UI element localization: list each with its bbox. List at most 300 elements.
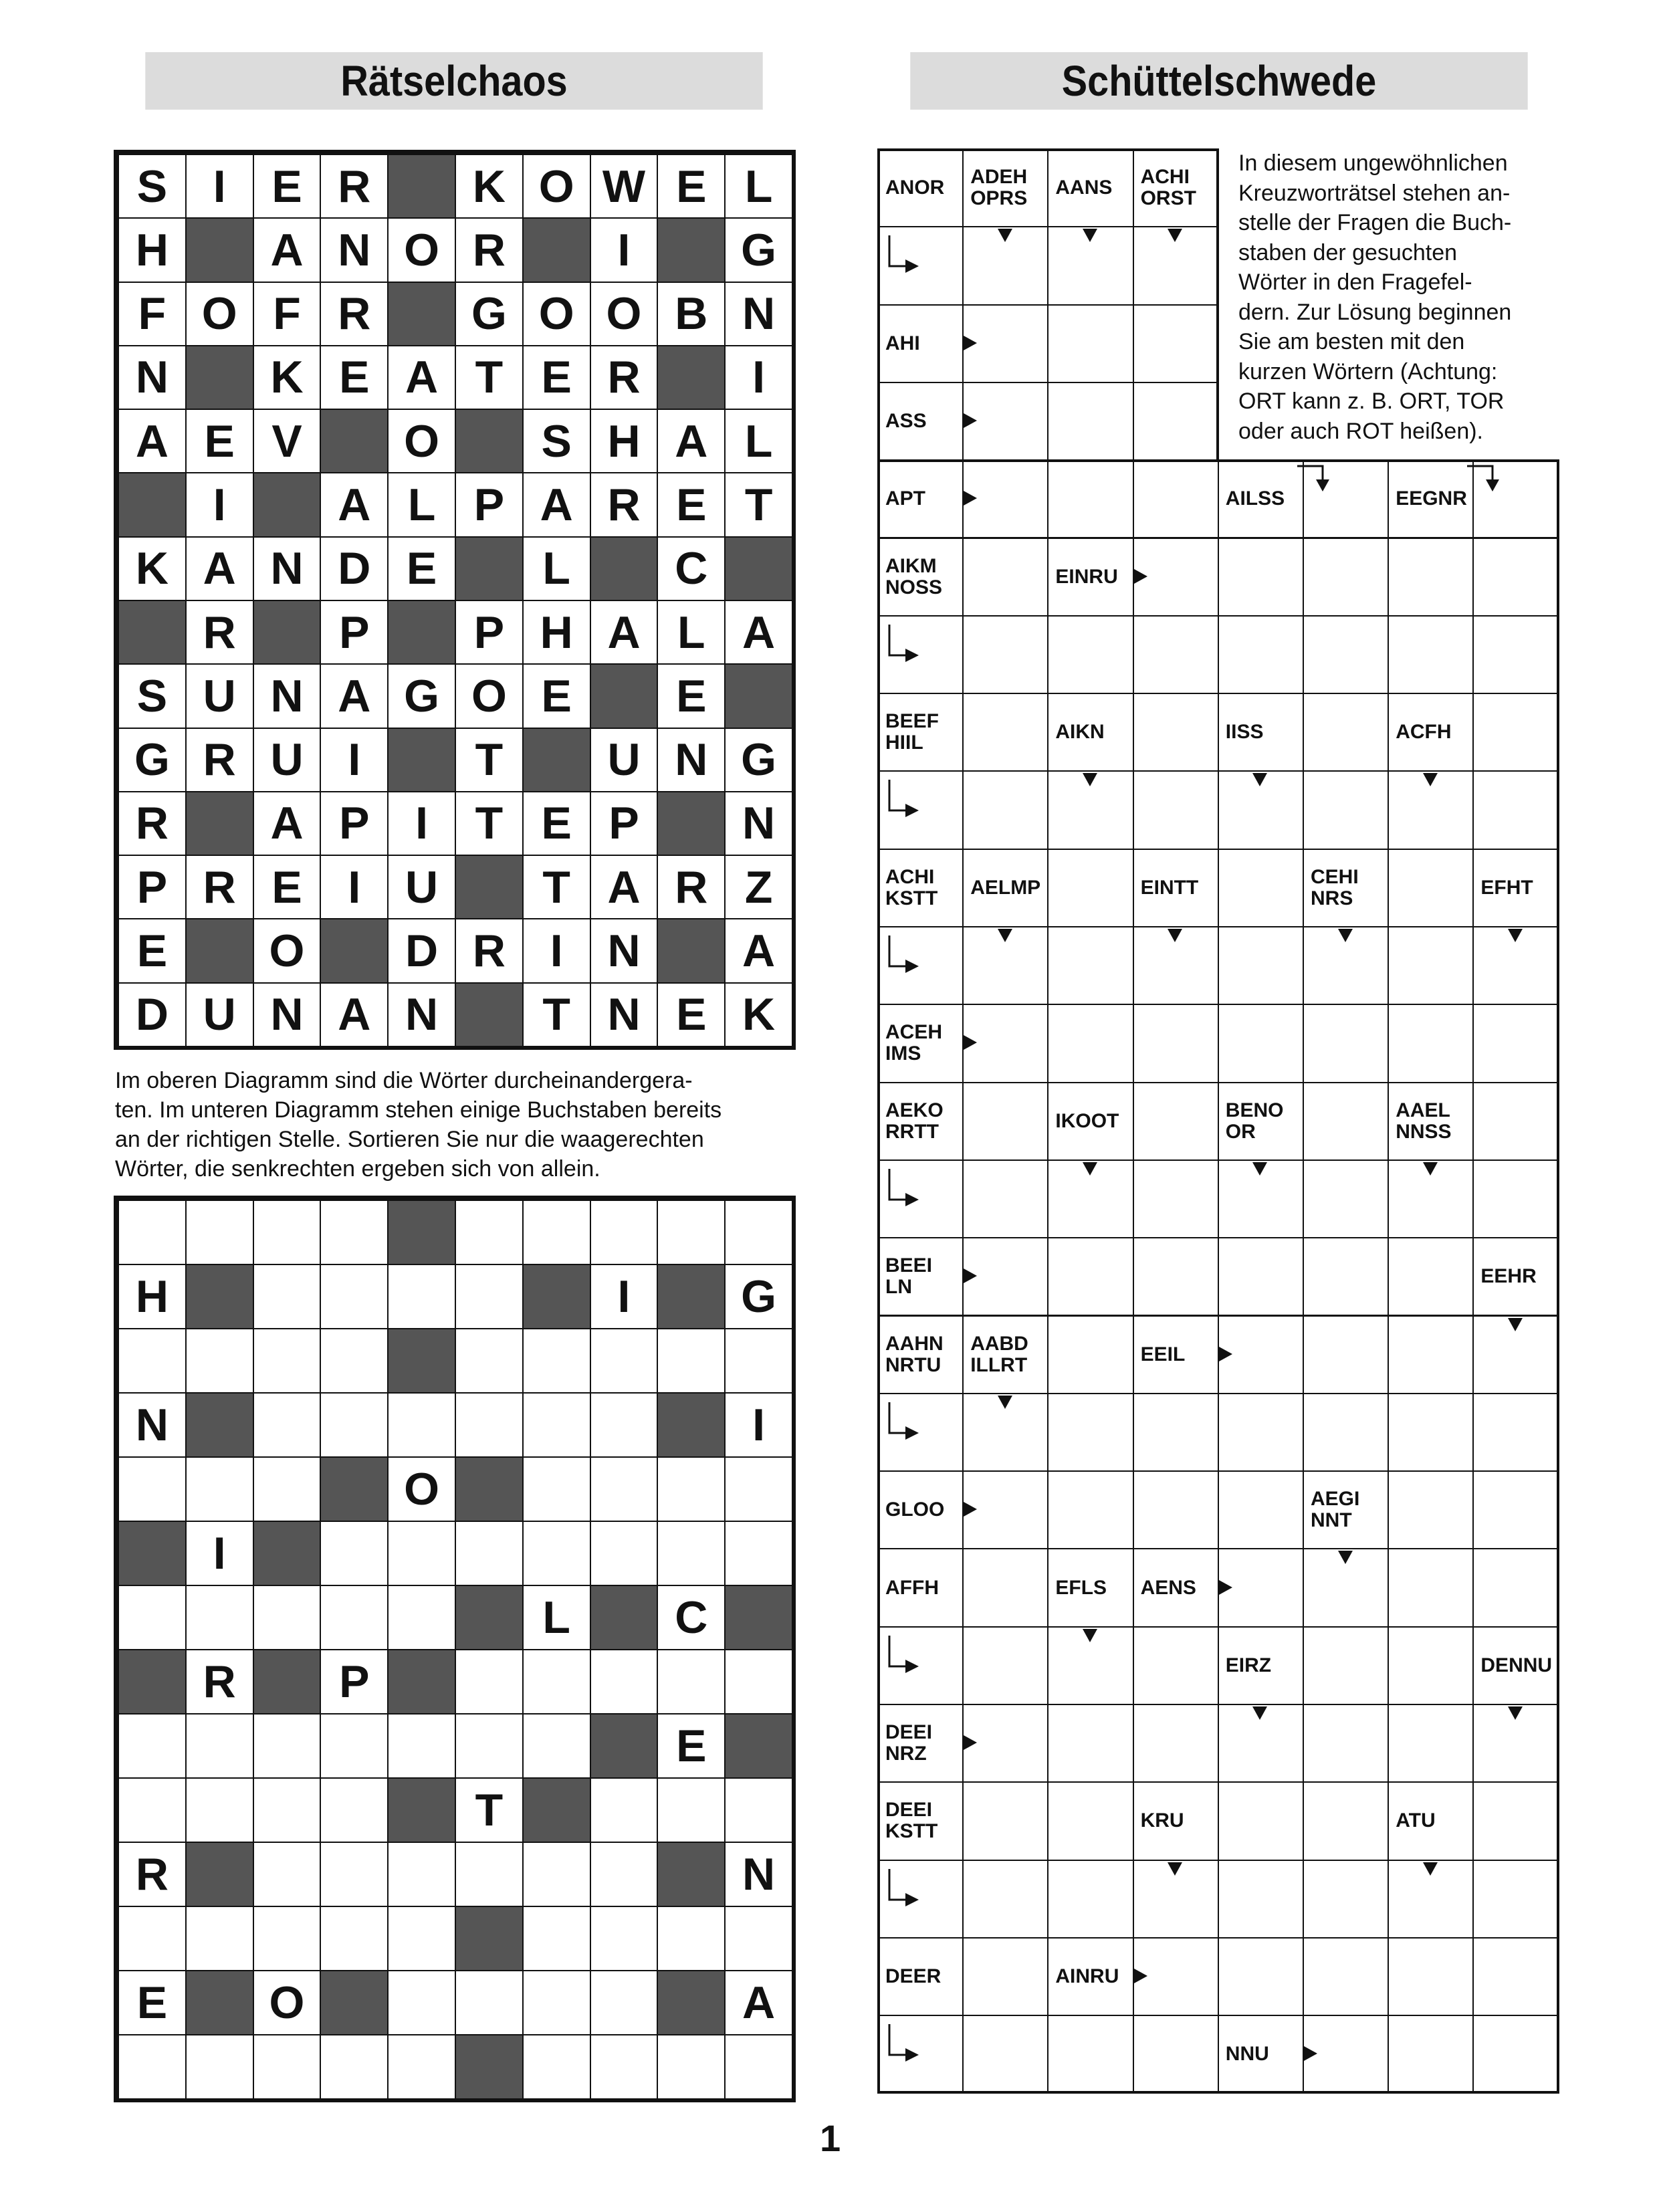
instructions-line-3: an der richtigen Stelle. Sortieren Sie nur die waagerechten [115,1127,704,1152]
scrambled-cell[interactable]: P [320,791,389,856]
scrambled-cell[interactable]: U [185,663,254,728]
scrambled-cell[interactable]: E [657,154,726,219]
scrambled-cell[interactable]: A [387,345,456,410]
solution-block-cell [590,1713,659,1779]
solution-cell[interactable] [253,1906,322,1971]
scrambled-cell[interactable]: A [253,791,322,856]
clue-letters: EEHR [1480,1265,1537,1288]
clue-letters: CEHI NRS [1311,865,1359,909]
scrambled-cell[interactable]: E [657,472,726,537]
solution-block-cell [657,1842,726,1907]
scrambled-cell[interactable]: R [590,345,659,410]
scrambled-cell[interactable]: N [118,345,187,410]
clue-letters: GLOO [885,1499,945,1521]
solution-cell[interactable] [118,1777,187,1843]
solution-cell[interactable] [455,1842,524,1907]
scrambled-cell[interactable]: A [118,409,187,473]
solution-cell[interactable] [253,1713,322,1779]
solution-cell[interactable]: L [522,1585,591,1650]
scrambled-cell[interactable]: T [455,345,524,410]
scrambled-cell[interactable]: H [590,409,659,473]
solution-block-cell [387,1328,456,1394]
solution-cell[interactable] [590,1456,659,1522]
solution-cell[interactable]: H [118,1264,187,1329]
intro-line-1: In diesem ungewöhnlichen [1238,150,1508,176]
solution-cell[interactable] [253,1585,322,1650]
scrambled-cell[interactable]: I [185,472,254,537]
solution-cell[interactable] [320,1842,389,1907]
scrambled-cell[interactable]: O [590,282,659,346]
clue-letters: DEER [885,1965,942,1988]
solution-cell[interactable] [320,1906,389,1971]
scrambled-cell[interactable]: L [724,409,793,473]
scrambled-cell[interactable]: K [253,345,322,410]
scrambled-cell[interactable]: A [590,855,659,919]
scrambled-cell[interactable]: N [253,982,322,1047]
solution-cell[interactable] [522,1906,591,1971]
solution-cell[interactable] [185,1777,254,1843]
solution-cell[interactable] [657,1328,726,1394]
scrambled-cell[interactable]: E [253,154,322,219]
solution-cell[interactable]: E [657,1713,726,1779]
scrambled-block-cell [724,536,793,601]
scrambled-cell[interactable]: G [118,728,187,792]
clue-letters: AELMP [970,876,1041,899]
solution-cell[interactable] [590,1906,659,1971]
clue-letters: ADEH OPRS [970,166,1028,210]
scrambled-cell[interactable]: B [657,282,726,346]
scrambled-cell[interactable]: T [455,728,524,792]
scrambled-cell[interactable]: A [657,409,726,473]
solution-cell[interactable] [522,1713,591,1779]
scrambled-cell[interactable]: A [320,982,389,1047]
solution-cell[interactable] [455,1264,524,1329]
solution-cell[interactable] [590,1649,659,1715]
solution-cell[interactable] [522,2034,591,2100]
solution-cell[interactable] [118,1328,187,1394]
solution-cell[interactable] [118,1713,187,1779]
solution-cell[interactable] [590,1392,659,1458]
scrambled-cell[interactable]: S [522,409,591,473]
solution-cell[interactable] [522,1456,591,1522]
scrambled-cell[interactable]: I [320,728,389,792]
scrambled-cell[interactable]: I [185,154,254,219]
scrambled-cell[interactable]: N [387,982,456,1047]
scrambled-block-cell [387,282,456,346]
scrambled-block-cell [724,663,793,728]
scrambled-cell[interactable]: D [320,536,389,601]
scrambled-cell[interactable]: L [657,600,726,665]
clue-letters: AEKO RRTT [885,1099,944,1143]
scrambled-cell[interactable]: L [522,536,591,601]
solution-cell[interactable] [320,1328,389,1394]
solution-cell[interactable] [590,1521,659,1586]
scrambled-cell[interactable]: E [185,409,254,473]
solution-cell[interactable] [118,1200,187,1265]
solution-cell[interactable] [590,1842,659,1907]
scrambled-cell[interactable]: R [455,217,524,282]
solution-cell[interactable] [118,2034,187,2100]
solution-cell[interactable] [320,1777,389,1843]
solution-cell[interactable] [590,1970,659,2035]
clue-letters: AFFH [885,1576,939,1599]
solution-cell[interactable]: P [320,1649,389,1715]
intro-line-6: dern. Zur Lösung beginnen [1238,299,1512,325]
scrambled-block-cell [387,154,456,219]
scrambled-block-cell [320,409,389,473]
instructions [115,1066,797,1184]
scrambled-cell[interactable]: P [320,600,389,665]
solution-cell[interactable]: G [724,1264,793,1329]
scrambled-cell[interactable]: P [590,791,659,856]
scrambled-cell[interactable]: R [185,855,254,919]
solution-cell[interactable] [185,1906,254,1971]
scrambled-cell[interactable]: T [724,472,793,537]
scrambled-cell[interactable]: N [724,791,793,856]
solution-cell[interactable] [657,1649,726,1715]
solution-cell[interactable] [387,1842,456,1907]
solution-cell[interactable] [320,1264,389,1329]
arrow-crossword-frame [877,459,1559,2094]
solution-cell[interactable] [455,1200,524,1265]
scrambled-cell[interactable]: A [320,472,389,537]
solution-cell[interactable] [590,1777,659,1843]
scrambled-cell[interactable]: E [657,663,726,728]
scrambled-cell[interactable]: R [185,600,254,665]
clue-letters: AIKN [1055,721,1105,744]
scrambled-block-cell [185,791,254,856]
scrambled-cell[interactable]: I [320,855,389,919]
solution-cell[interactable] [185,1713,254,1779]
solution-cell[interactable] [522,1328,591,1394]
intro-line-3: stelle der Fragen die Buch- [1238,210,1512,235]
scrambled-cell[interactable]: R [185,728,254,792]
solution-block-cell [455,2034,524,2100]
scrambled-cell[interactable]: T [522,982,591,1047]
solution-cell[interactable] [320,1713,389,1779]
clue-letters: ASS [885,410,927,433]
solution-block-cell [522,1777,591,1843]
solution-cell[interactable] [387,1970,456,2035]
scrambled-cell[interactable]: N [253,536,322,601]
solution-cell[interactable] [253,1456,322,1522]
scrambled-block-cell [657,791,726,856]
solution-cell[interactable] [724,1456,793,1522]
solution-cell[interactable]: A [724,1970,793,2035]
scrambled-cell[interactable]: I [590,217,659,282]
scrambled-cell[interactable]: H [118,217,187,282]
solution-cell[interactable] [253,1200,322,1265]
scrambled-cell[interactable]: U [590,728,659,792]
solution-cell[interactable]: O [253,1970,322,2035]
scrambled-cell[interactable]: K [455,154,524,219]
solution-cell[interactable] [522,1521,591,1586]
solution-cell[interactable] [387,1392,456,1458]
solution-cell[interactable]: I [590,1264,659,1329]
scrambled-cell[interactable]: A [724,918,793,983]
solution-cell[interactable]: N [118,1392,187,1458]
scrambled-block-cell [455,855,524,919]
solution-cell[interactable] [118,1906,187,1971]
scrambled-cell[interactable]: U [253,728,322,792]
scrambled-block-cell [185,918,254,983]
scrambled-block-cell [185,345,254,410]
scrambled-block-cell [118,600,187,665]
scrambled-block-cell [455,409,524,473]
solution-cell[interactable] [387,1713,456,1779]
solution-cell[interactable] [185,1328,254,1394]
scrambled-cell[interactable]: O [253,918,322,983]
scrambled-cell[interactable]: P [455,472,524,537]
scrambled-cell[interactable]: N [657,728,726,792]
solution-cell[interactable] [724,1649,793,1715]
solution-cell[interactable] [657,1906,726,1971]
scrambled-cell[interactable]: W [590,154,659,219]
scrambled-cell[interactable]: U [387,855,456,919]
clue-letters: ACEH IMS [885,1021,943,1065]
scrambled-cell[interactable]: A [185,536,254,601]
solution-cell[interactable] [657,1200,726,1265]
scrambled-cell[interactable]: O [522,282,591,346]
scrambled-cell[interactable]: E [522,791,591,856]
scrambled-block-cell [118,472,187,537]
solution-cell[interactable] [320,1585,389,1650]
solution-cell[interactable] [724,2034,793,2100]
solution-cell[interactable] [387,1264,456,1329]
solution-cell[interactable]: N [724,1842,793,1907]
scrambled-block-cell [253,472,322,537]
scrambled-cell[interactable]: U [185,982,254,1047]
scrambled-cell[interactable]: E [387,536,456,601]
scrambled-block-cell [657,918,726,983]
solution-cell[interactable] [387,2034,456,2100]
solution-cell[interactable] [724,1200,793,1265]
scrambled-cell[interactable]: S [118,154,187,219]
clue-letters: AIKM NOSS [885,554,943,598]
scrambled-cell[interactable]: N [724,282,793,346]
scrambled-block-cell [320,918,389,983]
scrambled-cell[interactable]: E [118,918,187,983]
solution-block-cell [185,1392,254,1458]
scrambled-cell[interactable]: R [118,791,187,856]
page-number: 1 [820,2117,841,2159]
scrambled-cell[interactable]: G [387,663,456,728]
solution-cell[interactable] [590,1200,659,1265]
intro-line-9: ORT kann z. B. ORT, TOR [1238,389,1505,414]
scrambled-cell[interactable]: A [320,663,389,728]
solution-cell[interactable] [657,1456,726,1522]
scrambled-cell[interactable]: O [455,663,524,728]
solution-cell[interactable]: I [185,1521,254,1586]
scrambled-cell[interactable]: E [522,345,591,410]
scrambled-cell[interactable]: T [522,855,591,919]
scrambled-block-cell [657,345,726,410]
solution-cell[interactable] [320,1200,389,1265]
scrambled-cell[interactable]: E [253,855,322,919]
solution-cell[interactable] [724,1777,793,1843]
scrambled-cell[interactable]: D [387,918,456,983]
solution-cell[interactable] [387,1521,456,1586]
clue-letters: EEGNR [1396,487,1467,510]
solution-cell[interactable]: T [455,1777,524,1843]
scrambled-cell[interactable]: O [387,217,456,282]
solution-cell[interactable] [522,1842,591,1907]
scrambled-cell[interactable]: E [522,663,591,728]
clue-letters: EFLS [1055,1576,1107,1599]
solution-cell[interactable] [118,1456,187,1522]
scrambled-block-cell [387,728,456,792]
scrambled-cell[interactable]: P [118,855,187,919]
scrambled-cell[interactable]: R [455,918,524,983]
solution-cell[interactable]: R [185,1649,254,1715]
scrambled-cell[interactable]: P [455,600,524,665]
solution-cell[interactable] [387,1906,456,1971]
scrambled-cell[interactable]: F [118,282,187,346]
arrow-crossword-frame-top [877,148,1219,462]
scrambled-cell[interactable]: G [724,217,793,282]
scrambled-cell[interactable]: I [387,791,456,856]
solution-cell[interactable] [724,1906,793,1971]
clue-letters: BEEF HIIL [885,710,939,754]
scrambled-cell[interactable]: T [455,791,524,856]
solution-cell[interactable]: C [657,1585,726,1650]
clue-letters: DEEI KSTT [885,1799,938,1843]
scrambled-cell[interactable]: N [590,918,659,983]
solution-block-cell [320,1456,389,1522]
solution-cell[interactable] [387,1585,456,1650]
scrambled-cell[interactable]: G [455,282,524,346]
scrambled-cell[interactable]: O [185,282,254,346]
scrambled-cell[interactable]: F [253,282,322,346]
intro-line-4: staben der gesuchten [1238,239,1458,265]
scrambled-cell[interactable]: D [118,982,187,1047]
solution-cell[interactable] [253,2034,322,2100]
scrambled-cell[interactable]: C [657,536,726,601]
solution-cell[interactable]: I [724,1392,793,1458]
instructions-line-2: ten. Im unteren Diagramm stehen einige Buchstaben bereits [115,1097,722,1123]
scrambled-cell[interactable]: H [522,600,591,665]
solution-cell[interactable] [320,1392,389,1458]
solution-cell[interactable] [522,1200,591,1265]
scrambled-cell[interactable]: O [522,154,591,219]
solution-grid [114,1196,796,2102]
solution-cell[interactable] [455,1649,524,1715]
solution-cell[interactable] [657,2034,726,2100]
solution-cell[interactable]: E [118,1970,187,2035]
scrambled-cell[interactable]: R [320,282,389,346]
intro-line-8: kurzen Wörtern (Achtung: [1238,358,1498,384]
solution-cell[interactable] [253,1392,322,1458]
clue-letters: EEIL [1140,1343,1186,1365]
solution-cell[interactable] [657,1521,726,1586]
solution-cell[interactable] [118,1585,187,1650]
scrambled-cell[interactable]: K [724,982,793,1047]
solution-cell[interactable] [455,1970,524,2035]
clue-letters: AEGI NNT [1311,1488,1360,1532]
scrambled-cell[interactable]: N [253,663,322,728]
solution-cell[interactable] [185,1200,254,1265]
scrambled-cell[interactable]: A [590,600,659,665]
scrambled-cell[interactable]: N [320,217,389,282]
scrambled-cell[interactable]: S [118,663,187,728]
solution-cell[interactable] [590,2034,659,2100]
scrambled-cell[interactable]: E [320,345,389,410]
solution-cell[interactable] [455,1521,524,1586]
solution-cell[interactable] [185,1456,254,1522]
solution-cell[interactable] [724,1521,793,1586]
solution-cell[interactable] [455,1713,524,1779]
scrambled-cell[interactable]: A [522,472,591,537]
scrambled-cell[interactable]: L [387,472,456,537]
scrambled-cell[interactable]: A [724,600,793,665]
solution-cell[interactable] [657,1777,726,1843]
intro-line-2: Kreuzworträtsel stehen an- [1238,180,1511,206]
solution-cell[interactable] [185,1585,254,1650]
clue-letters: BENO OR [1225,1099,1284,1143]
scrambled-cell[interactable]: R [590,472,659,537]
clue-letters: APT [885,487,925,510]
scrambled-block-cell [185,217,254,282]
clue-letters: AILSS [1225,487,1285,510]
solution-cell[interactable] [320,2034,389,2100]
solution-block-cell [253,1649,322,1715]
scrambled-block-cell [590,663,659,728]
scrambled-cell[interactable]: Z [724,855,793,919]
solution-cell[interactable] [522,1392,591,1458]
solution-cell[interactable] [455,1392,524,1458]
solution-cell[interactable] [253,1842,322,1907]
scrambled-cell[interactable]: I [724,345,793,410]
solution-block-cell [455,1456,524,1522]
scrambled-cell[interactable]: E [657,982,726,1047]
solution-cell[interactable] [455,1328,524,1394]
solution-cell[interactable]: R [118,1842,187,1907]
solution-cell[interactable] [522,1970,591,2035]
scrambled-cell[interactable]: G [724,728,793,792]
scrambled-cell[interactable]: V [253,409,322,473]
scrambled-cell[interactable]: L [724,154,793,219]
clue-letters: EINRU [1055,565,1118,588]
solution-cell[interactable] [590,1328,659,1394]
clue-letters: ACFH [1396,721,1452,744]
solution-cell[interactable] [253,1264,322,1329]
solution-block-cell [657,1264,726,1329]
scrambled-cell[interactable]: O [387,409,456,473]
intro-line-7: Sie am besten mit den [1238,329,1465,354]
solution-block-cell [253,1521,322,1586]
scrambled-cell[interactable]: K [118,536,187,601]
clue-letters: IISS [1225,721,1264,744]
solution-block-cell [455,1585,524,1650]
clue-letters: AHI [885,332,920,354]
solution-cell[interactable] [522,1649,591,1715]
solution-cell[interactable] [185,2034,254,2100]
solution-cell[interactable] [253,1328,322,1394]
scrambled-cell[interactable]: A [253,217,322,282]
raetselchaos-title: Rätselchaos [145,52,762,110]
solution-cell[interactable] [320,1521,389,1586]
solution-cell[interactable] [724,1328,793,1394]
scrambled-block-cell [387,600,456,665]
clue-letters: AANS [1055,177,1113,199]
scrambled-cell[interactable]: R [320,154,389,219]
scrambled-cell[interactable]: R [657,855,726,919]
solution-cell[interactable]: O [387,1456,456,1522]
scrambled-cell[interactable]: N [590,982,659,1047]
solution-block-cell [185,1264,254,1329]
solution-cell[interactable] [253,1777,322,1843]
scrambled-cell[interactable]: I [522,918,591,983]
